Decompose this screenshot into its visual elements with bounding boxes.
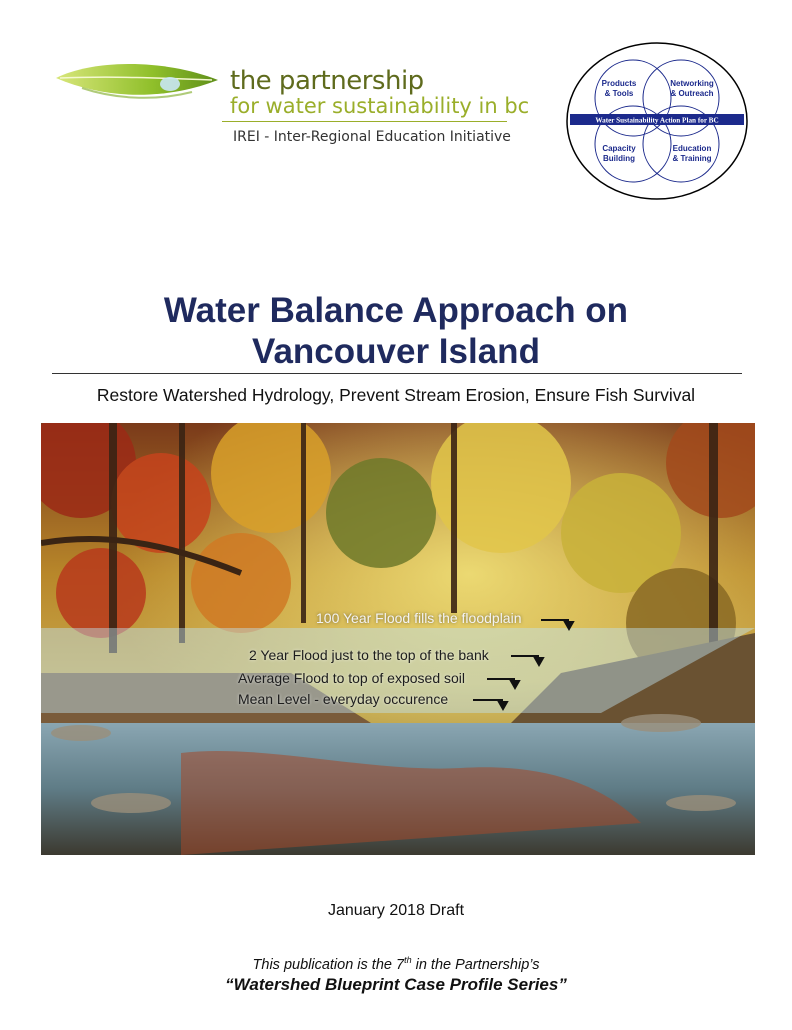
emblem-tr-2: & Outreach (670, 89, 714, 98)
series-name: “Watershed Blueprint Case Profile Series” (225, 975, 567, 994)
emblem-br-1: Education (672, 144, 712, 153)
title-line-1: Water Balance Approach on (163, 291, 629, 330)
flood-mean-label: Mean Level - everyday occurence (238, 691, 449, 707)
series-statement (40, 955, 752, 973)
draft-date: January 2018 Draft (327, 902, 465, 919)
series-post: in the Partnership’s (411, 956, 540, 973)
logo-divider (222, 121, 507, 122)
subtitle: Restore Watershed Hydrology, Prevent Stream Erosion, Ensure Fish Survival (96, 385, 696, 405)
document-title (40, 290, 752, 372)
emblem-tr-1: Networking (670, 79, 714, 88)
series-sup: th (404, 955, 412, 965)
leaf-icon (52, 58, 222, 118)
emblem-tl-2: & Tools (604, 89, 634, 98)
logo-line-2: for water sustainability in bc (230, 94, 530, 118)
logo-line-3: IREI - Inter-Regional Education Initiative (233, 129, 511, 145)
emblem-br-2: & Training (672, 154, 712, 163)
emblem-bl-2: Building (603, 154, 635, 163)
stream-photo (41, 423, 755, 855)
partnership-logo (52, 58, 530, 154)
action-plan-emblem (564, 40, 750, 202)
series-pre: This publication is the 7 (252, 956, 405, 973)
title-line-2: Vancouver Island (252, 332, 540, 371)
emblem-bl-1: Capacity (602, 144, 636, 153)
emblem-band-text: Water Sustainability Action Plan for BC (595, 116, 719, 125)
logo-line-1: the partnership (230, 66, 424, 96)
flood-2-label: 2 Year Flood just to the top of the bank (249, 647, 489, 663)
emblem-tl-1: Products (601, 79, 637, 88)
forest-stream-image (41, 423, 755, 855)
flood-100-label: 100 Year Flood fills the floodplain (316, 610, 522, 626)
flood-average-label: Average Flood to top of exposed soil (238, 670, 466, 686)
title-divider (52, 373, 742, 374)
